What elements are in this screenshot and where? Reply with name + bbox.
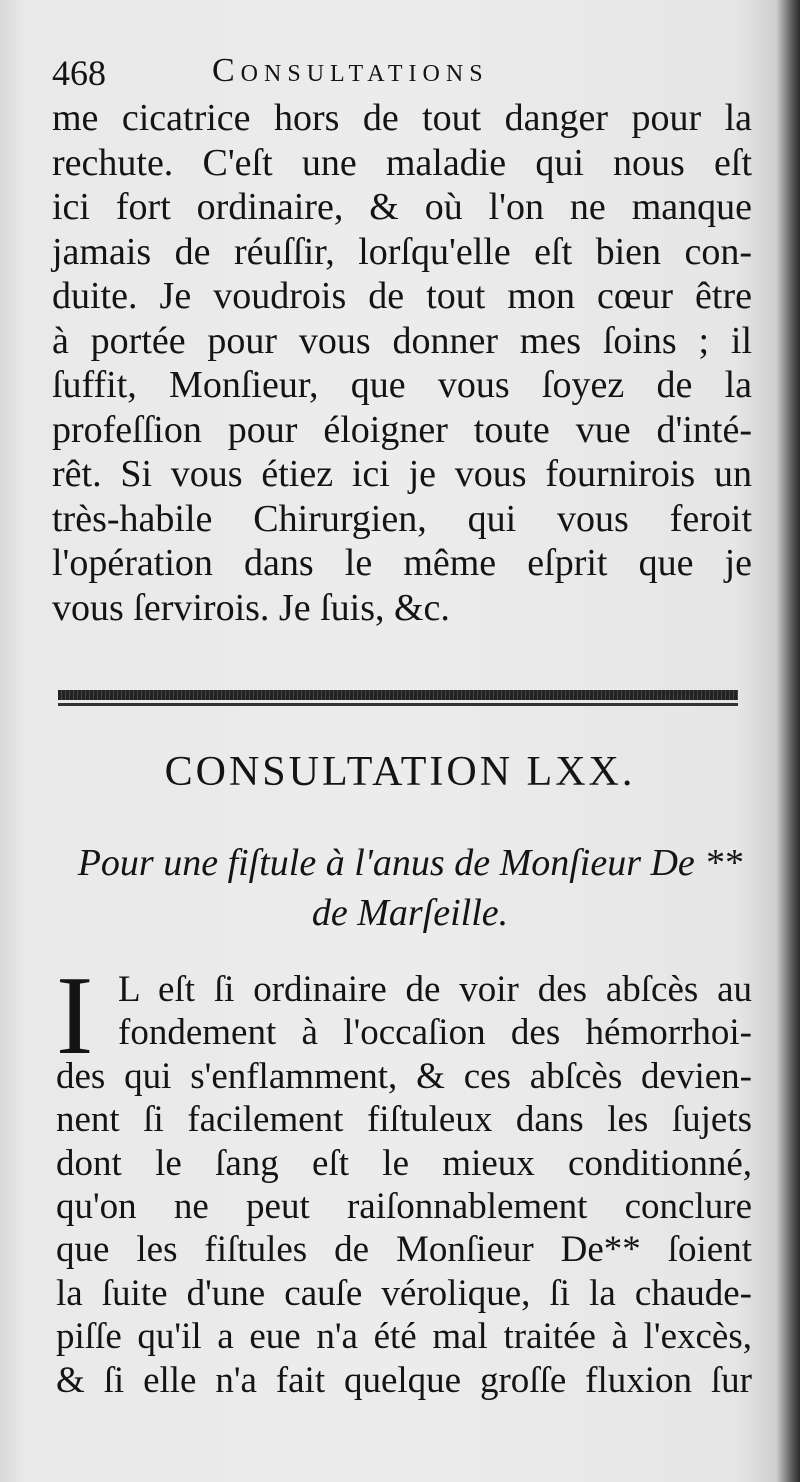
ornamental-rule-thin [58,703,738,706]
text-line: à portée pour vous donner mes ſoins ; il [52,319,752,362]
page-number: 468 [52,53,106,93]
text-line: des qui s'enflamment, & ces abſcès devien- [56,1055,752,1097]
text-line: L eſt ſi ordinaire de voir des abſcès au [118,969,752,1010]
section-divider-rule [58,690,738,708]
text-line: très-habile Chirurgien, qui vous feroit [52,497,752,540]
text-line: piſſe qu'il a eue n'a été mal traitée à l'excès, [56,1316,752,1358]
continued-paragraph [52,96,752,630]
text-line: l'opération dans le même eſprit que je [52,542,752,584]
ornamental-rule-thick [58,690,738,700]
text-line: dont le ſang eſt le mieux conditionné, [56,1142,752,1184]
text-line: fondement à l'occaſion des hémorrhoi- [118,1012,752,1054]
text-line: & ſi elle n'a fait quelque groſſe fluxion ſur [56,1359,752,1401]
text-line: nent ſi facilement fiſtuleux dans les ſujets [56,1099,752,1141]
subtitle-line-1: Pour une fiſtule à l'anus de Monſieur De ** [77,842,743,884]
drop-cap: I [56,954,94,1078]
text-line: la ſuite d'une cauſe vérolique, ſi la chaude- [56,1272,752,1314]
subtitle-line-2: de Marſeille. [311,892,509,934]
text-line: profeſſion pour éloigner toute vue d'inté- [52,408,752,451]
text-line: duite. Je voudrois de tout mon cœur être [52,275,752,317]
text-line: que les fiſtules de Monſieur De** ſoient [56,1229,752,1271]
text-line: ſuffit, Monſieur, que vous ſoyez de la [52,364,752,406]
running-head-title: Consultations [212,52,489,89]
new-paragraph [56,954,752,1402]
consultation-subtitle [40,838,780,938]
text-line: rêt. Si vous étiez ici je vous fournirois un [52,453,752,495]
text-line: ici fort ordinaire, & où l'on ne manque [52,186,752,228]
text-line: rechute. C'eſt une maladie qui nous eſt [52,141,752,184]
text-line: vous ſervirois. Je ſuis, &c. [52,586,450,629]
running-head [52,52,752,100]
text-line: qu'on ne peut raiſonnablement conclure [56,1185,752,1227]
consultation-heading: CONSULTATION LXX. [164,749,636,795]
text-line: jamais de réuſſir, lorſqu'elle eſt bien con- [52,230,752,273]
text-line: me cicatrice hors de tout danger pour la [52,97,752,139]
